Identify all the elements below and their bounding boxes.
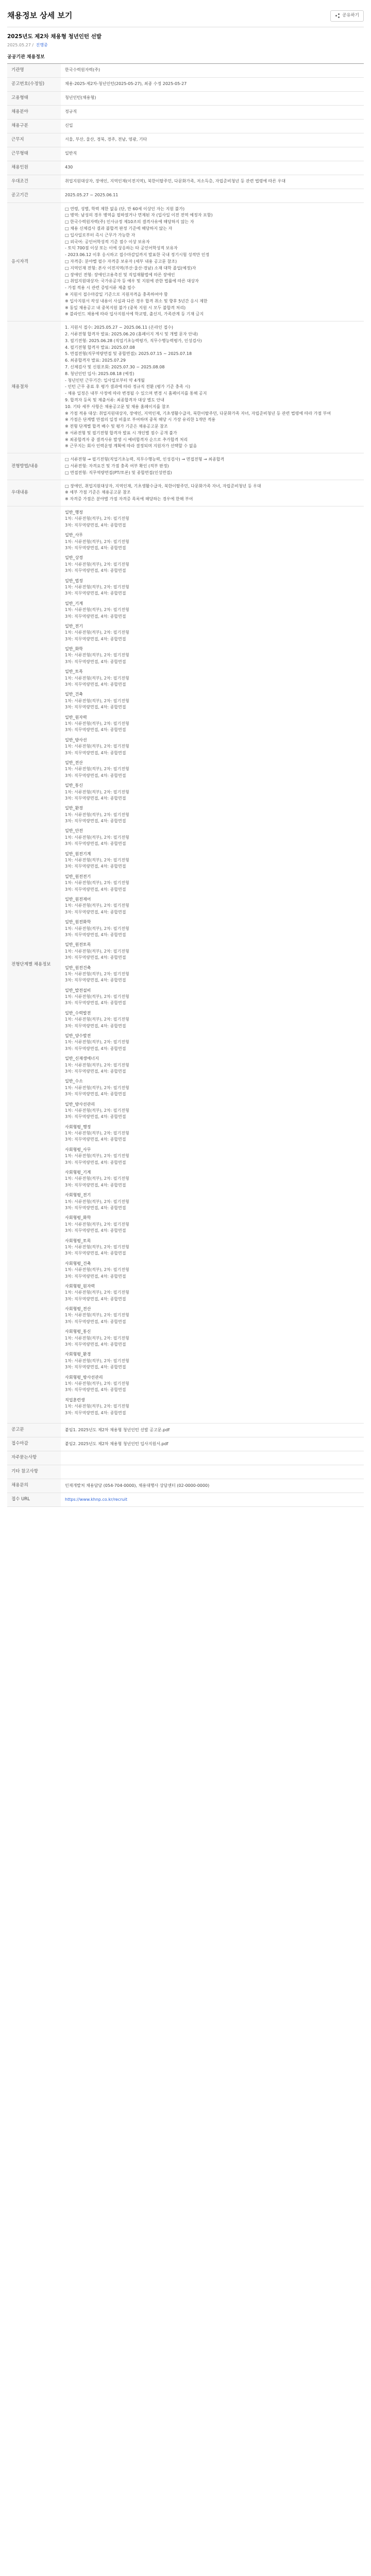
field-item bbox=[65, 601, 360, 620]
field-desc: 3차: 직무역량면접, 4차: 종합면접 bbox=[65, 1342, 126, 1347]
field-desc: 3차: 직무역량면접, 4차: 종합면접 bbox=[65, 841, 126, 846]
field-desc: 3차: 직무역량면접, 4차: 종합면접 bbox=[65, 1069, 126, 1074]
text-line: 10. 기타 세부 사항은 채용공고문 및 채용 홈페이지를 참조 bbox=[65, 404, 170, 409]
field-name: 일반_전기 bbox=[65, 623, 83, 629]
field-desc: 3차: 직무역량면접, 4차: 종합면접 bbox=[65, 750, 126, 755]
field-desc: 3차: 직무역량면접, 4차: 종합면접 bbox=[65, 1387, 126, 1393]
row-label: 기타 참고사항 bbox=[7, 1465, 61, 1479]
field-item bbox=[65, 715, 360, 734]
field-name: 일반_방사선 bbox=[65, 737, 87, 742]
row-label: 고용형태 bbox=[7, 91, 61, 105]
field-desc: 3차: 직무역량면접, 4차: 종합면접 bbox=[65, 955, 126, 960]
field-item bbox=[65, 1010, 360, 1029]
field-item bbox=[65, 691, 360, 710]
info-row bbox=[7, 1465, 364, 1479]
field-name: 일반_원전제어 bbox=[65, 896, 91, 902]
field-desc: 3차: 직무역량면접, 4차: 종합면접 bbox=[65, 909, 126, 914]
text-line: ※ 서류전형 및 필기전형 합격자 발표 시 개인별 점수 공개 불가 bbox=[65, 430, 177, 435]
text-line: □ 연령, 성별, 학력 제한 없음 (단, 만 60세 이상인 자는 지원 불가) bbox=[65, 206, 185, 211]
field-name: 사회형평_건축 bbox=[65, 1261, 91, 1266]
field-name: 일반_기계 bbox=[65, 601, 83, 606]
text-line: ※ 지원서 접수마감일 기준으로 지원자격을 충족하여야 함 bbox=[65, 292, 168, 297]
field-name: 일반_수력발전 bbox=[65, 1010, 91, 1015]
field-desc: 1차: 서류전형(적부), 2차: 필기전형 bbox=[65, 516, 129, 521]
text-line: 4. 필기전형 합격자 발표: 2025.07.08 bbox=[65, 345, 135, 350]
attachment-link[interactable]: 붙임2. 2025년도 제2차 채용형 청년인턴 입사지원서.pdf bbox=[65, 1441, 168, 1446]
field-desc: 1차: 서류전형(적부), 2차: 필기전형 bbox=[65, 1313, 129, 1318]
text-line: ※ 근무지는 회사 인력운영 계획에 따라 결정되며 지원자가 선택할 수 없음 bbox=[65, 444, 197, 449]
field-name: 일반_환경 bbox=[65, 806, 83, 811]
field-desc: 3차: 직무역량면접, 4차: 종합면접 bbox=[65, 614, 126, 619]
field-desc: 1차: 서류전형(적부), 2차: 필기전형 bbox=[65, 1062, 129, 1067]
text-line: - 2023.06.12 이후 응시하고 접수마감일까지 발표한 국내 정기시험 성적만 인정 bbox=[65, 252, 210, 258]
field-item bbox=[65, 828, 360, 847]
text-line: □ 한국수력원자력(주) 인사규정 제10조의 결격사유에 해당하지 않는 자 bbox=[65, 219, 194, 225]
text-line: 7. 신체검사 및 신원조회: 2025.07.30 ~ 2025.08.08 bbox=[65, 364, 165, 369]
row-label: 채용절차 bbox=[7, 321, 61, 453]
text-line: ※ 전형 단계별 합격 배수 및 평가 기준은 채용공고문 참조 bbox=[65, 424, 168, 429]
row-value: 채용-2025-제2차-청년인턴(2025-05-27), 최종 수정 2025-05-27 bbox=[61, 77, 364, 91]
text-line: □ 지역인재 전형: 본사 이전지역(부산·울산·경남) 소재 대학 졸업(예정)자 bbox=[65, 265, 196, 270]
field-name: 일반_원자력 bbox=[65, 715, 87, 720]
field-item bbox=[65, 623, 360, 642]
field-desc: 3차: 직무역량면접, 4차: 종합면접 bbox=[65, 1001, 126, 1006]
section-title: 공공기관 채용정보 bbox=[7, 54, 45, 60]
row-value: 한국수력원자력(주) bbox=[61, 63, 364, 77]
info-row bbox=[7, 453, 364, 480]
field-desc: 1차: 서류전형(적부), 2차: 필기전형 bbox=[65, 1244, 129, 1249]
field-desc: 3차: 직무역량면접, 4차: 종합면접 bbox=[65, 522, 126, 528]
field-item bbox=[65, 669, 360, 688]
post-date: 2025.05.27 bbox=[7, 43, 31, 48]
row-value: 인재개발처 채용담당 (054-704-0000), 채용대행사 상담센터 (02-0000-0000) bbox=[61, 1479, 364, 1493]
field-item bbox=[65, 942, 360, 961]
field-item bbox=[65, 532, 360, 551]
row-label: 공고문 bbox=[7, 1423, 61, 1437]
text-line: □ 면접전형: 직무역량면접(PT/토론) 및 종합면접(인성면접) bbox=[65, 470, 172, 475]
field-item bbox=[65, 1375, 360, 1394]
field-name: 일반_화학 bbox=[65, 647, 83, 652]
row-label: 공고기간 bbox=[7, 189, 61, 202]
field-name: 사회형평_토목 bbox=[65, 1238, 91, 1243]
info-row bbox=[7, 119, 364, 133]
text-line: 8. 청년인턴 입사: 2025.08.18 (예정) bbox=[65, 371, 134, 376]
row-value bbox=[61, 1423, 364, 1437]
field-item bbox=[65, 1170, 360, 1189]
text-line: 3. 필기전형: 2025.06.28 (직업기초능력평가, 직무수행능력평가, 인성검사) bbox=[65, 338, 202, 343]
field-desc: 3차: 직무역량면접, 4차: 종합면접 bbox=[65, 1092, 126, 1097]
info-row-qualification bbox=[7, 202, 364, 321]
row-value bbox=[61, 202, 364, 321]
info-row bbox=[7, 77, 364, 91]
field-desc: 3차: 직무역량면접, 4차: 종합면접 bbox=[65, 1137, 126, 1142]
field-name: 일반_수소 bbox=[65, 1079, 83, 1084]
field-name: 사회형평_기계 bbox=[65, 1170, 91, 1175]
text-line: ※ 최종합격자 중 결격사유 발생 시 예비합격자 순으로 추가합격 처리 bbox=[65, 437, 188, 442]
text-line: - 채용 일정은 내부 사정에 따라 변경될 수 있으며 변경 시 홈페이지를 통해 공지 bbox=[65, 391, 207, 396]
field-desc: 1차: 서류전형(적부), 2차: 필기전형 bbox=[65, 1131, 129, 1136]
field-desc: 1차: 서류전형(적부), 2차: 필기전형 bbox=[65, 1040, 129, 1045]
field-desc: 1차: 서류전형(적부), 2차: 필기전형 bbox=[65, 1154, 129, 1159]
row-value: 서울, 부산, 울산, 경북, 경주, 전남, 영광, 기타 bbox=[61, 133, 364, 147]
text-line: □ 서류전형: 자격요건 및 가점 충족 여부 확인 (적부 판정) bbox=[65, 464, 169, 469]
share-icon bbox=[335, 13, 340, 18]
field-name: 일반_안전 bbox=[65, 828, 83, 834]
field-desc: 1차: 서류전형(적부), 2차: 필기전형 bbox=[65, 562, 129, 567]
field-item bbox=[65, 1283, 360, 1302]
field-desc: 3차: 직무역량면접, 4차: 종합면접 bbox=[65, 1365, 126, 1370]
field-item bbox=[65, 896, 360, 916]
field-desc: 1차: 서류전형(적부), 2차: 필기전형 bbox=[65, 789, 129, 794]
field-desc: 1차: 서류전형(적부), 2차: 필기전형 bbox=[65, 880, 129, 886]
field-desc: 3차: 직무역량면접, 4차: 종합면접 bbox=[65, 1274, 126, 1279]
row-label: 접수 URL bbox=[7, 1493, 61, 1506]
field-desc: 3차: 직무역량면접, 4차: 종합면접 bbox=[65, 1182, 126, 1188]
field-desc: 3차: 직무역량면접, 4차: 종합면접 bbox=[65, 682, 126, 687]
info-row-process bbox=[7, 321, 364, 453]
field-item bbox=[65, 805, 360, 824]
share-button[interactable] bbox=[330, 10, 364, 21]
info-row bbox=[7, 161, 364, 175]
row-value: 정규직 bbox=[61, 105, 364, 119]
field-item bbox=[65, 783, 360, 802]
field-desc: 3차: 직무역량면접, 4차: 종합면접 bbox=[65, 727, 126, 733]
field-desc: 1차: 서류전형(적부), 2차: 필기전형 bbox=[65, 744, 129, 749]
field-desc: 3차: 직무역량면접, 4차: 종합면접 bbox=[65, 1319, 126, 1324]
field-desc: 1차: 서류전형(적부), 2차: 필기전형 bbox=[65, 1335, 129, 1341]
row-value bbox=[61, 1493, 364, 1506]
field-desc: 1차: 서류전형(적부), 2차: 필기전형 bbox=[65, 1017, 129, 1022]
field-item bbox=[65, 874, 360, 893]
info-row bbox=[7, 63, 364, 77]
field-name: 일반_행정 bbox=[65, 510, 83, 515]
field-name: 사회형평_환경 bbox=[65, 1352, 91, 1357]
field-item bbox=[65, 1078, 360, 1097]
field-item bbox=[65, 1261, 360, 1280]
text-line: □ 채용 신체검사 결과 불합격 판정 기준에 해당하지 않는 자 bbox=[65, 226, 173, 231]
field-name: 사회형평_행정 bbox=[65, 1124, 91, 1129]
process-notes bbox=[65, 411, 360, 450]
row-label: 채용분야 bbox=[7, 105, 61, 119]
row-value bbox=[61, 453, 364, 480]
text-line: - 인턴 근무 종료 후 평가 결과에 따라 정규직 전환 (평가 기준 충족 시) bbox=[65, 384, 191, 389]
field-item bbox=[65, 737, 360, 756]
info-row bbox=[7, 147, 364, 161]
field-desc: 3차: 직무역량면접, 4차: 종합면접 bbox=[65, 864, 126, 869]
row-lines bbox=[65, 483, 360, 503]
row-label: 근무형태 bbox=[7, 147, 61, 161]
field-desc: 1차: 서류전형(적부), 2차: 필기전형 bbox=[65, 1222, 129, 1227]
field-desc: 1차: 서류전형(적부), 2차: 필기전형 bbox=[65, 1381, 129, 1386]
row-value bbox=[61, 321, 364, 453]
field-desc: 1차: 서류전형(적부), 2차: 필기전형 bbox=[65, 948, 129, 954]
field-desc: 3차: 직무역량면접, 4차: 종합면접 bbox=[65, 1114, 126, 1120]
field-name: 일반_양수발전 bbox=[65, 1033, 91, 1039]
info-row-fields bbox=[7, 506, 364, 1423]
row-label: 접수마감 bbox=[7, 1437, 61, 1451]
post-meta: 2025.05.27 / 진행중 bbox=[7, 43, 48, 48]
field-name: 일반_건축 bbox=[65, 692, 83, 697]
field-desc: 3차: 직무역량면접, 4차: 종합면접 bbox=[65, 1206, 126, 1210]
row-value bbox=[61, 1451, 364, 1465]
field-name: 사회형평_전기 bbox=[65, 1193, 91, 1198]
row-label: 우대조건 bbox=[7, 175, 61, 189]
field-desc: 1차: 서류전형(적부), 2차: 필기전형 bbox=[65, 1358, 129, 1363]
text-line: ※ 가점 적용 대상: 취업지원대상자, 장애인, 지역인재, 기초생활수급자, 북한이탈주민, 다문화가족 자녀, 자립준비청년 등 관련 법령에 따라 가점 부여 bbox=[65, 411, 331, 416]
field-item bbox=[65, 1056, 360, 1075]
field-desc: 1차: 서류전형(적부), 2차: 필기전형 bbox=[65, 1176, 129, 1181]
field-item bbox=[65, 1101, 360, 1121]
row-value: 청년인턴(채용형) bbox=[61, 91, 364, 105]
row-label: 전형단계별 채용정보 bbox=[7, 506, 61, 1423]
row-label: 기관명 bbox=[7, 63, 61, 77]
info-row bbox=[7, 1437, 364, 1451]
row-value bbox=[61, 506, 364, 1423]
row-label: 공고번호(수정일) bbox=[7, 77, 61, 91]
text-line: □ 장애인 전형: 장애인고용촉진 및 직업재활법에 따른 장애인 bbox=[65, 272, 175, 277]
field-item bbox=[65, 1215, 360, 1234]
page-title: 채용정보 상세 보기 bbox=[7, 11, 73, 21]
row-value bbox=[61, 1465, 364, 1479]
text-line: □ 병역: 남성의 경우 병역을 필하였거나 면제된 자 (입사일 이전 전역 예정자 포함) bbox=[65, 213, 213, 218]
info-row bbox=[7, 1423, 364, 1437]
field-desc: 3차: 직무역량면접, 4차: 종합면접 bbox=[65, 1023, 126, 1028]
row-value: 일반직 bbox=[61, 147, 364, 161]
info-row bbox=[7, 480, 364, 506]
text-line: □ 자격증: 분야별 필수 자격증 보유자 (세부 내용 공고문 참조) bbox=[65, 259, 177, 264]
process-lines bbox=[65, 325, 360, 410]
row-value: 2025.05.27 ~ 2025.06.11 bbox=[61, 189, 364, 202]
field-desc: 1차: 서류전형(적부), 2차: 필기전형 bbox=[65, 630, 129, 635]
text-line: 9. 합격자 등록 및 제출서류: 최종합격자 대상 별도 안내 bbox=[65, 397, 164, 402]
text-line: □ 입사일로부터 즉시 근무가 가능한 자 bbox=[65, 232, 136, 238]
row-label: 응시자격 bbox=[7, 202, 61, 321]
field-desc: 3차: 직무역량면접, 4차: 종합면접 bbox=[65, 932, 126, 937]
field-desc: 1차: 서류전형(적부), 2차: 필기전형 bbox=[65, 721, 129, 726]
field-name: 사회형평_사무 bbox=[65, 1147, 91, 1152]
field-item bbox=[65, 646, 360, 665]
text-line: □ 외국어: 공인어학성적 기준 점수 이상 보유자 bbox=[65, 239, 150, 244]
row-label: 채용구분 bbox=[7, 119, 61, 133]
qualification-lines bbox=[65, 206, 360, 292]
text-line: 6. 최종합격자 발표: 2025.07.29 bbox=[65, 358, 126, 363]
text-line: □ 서류전형 → 필기전형(직업기초능력, 직무수행능력, 인성검사) → 면접전형 → 최종합격 bbox=[65, 457, 225, 462]
field-name: 일반_발전설비 bbox=[65, 988, 91, 993]
row-label: 전형방법/내용 bbox=[7, 453, 61, 480]
field-name: 일반_방사선관리 bbox=[65, 1101, 95, 1107]
share-button-label: 공유하기 bbox=[342, 13, 359, 19]
text-line: ※ 입사지원서 작성 내용이 사실과 다른 경우 합격 취소 및 향후 5년간 응시 제한 bbox=[65, 298, 208, 303]
field-desc: 1차: 서류전형(적부), 2차: 필기전형 bbox=[65, 607, 129, 613]
field-name: 일반_원전토목 bbox=[65, 942, 91, 947]
field-desc: 3차: 직무역량면접, 4차: 종합면접 bbox=[65, 591, 126, 596]
field-item bbox=[65, 1192, 360, 1211]
row-label: 우대내용 bbox=[7, 480, 61, 506]
field-name: 일반_전산 bbox=[65, 760, 83, 765]
field-name: 직업훈련생 bbox=[65, 1397, 85, 1402]
text-line: ※ 세부 가점 기준은 채용공고문 참조 bbox=[65, 490, 131, 495]
text-line: ※ 가점은 단계별 만점의 일정 비율로 부여하며 중복 해당 시 가장 유리한 1개만 적용 bbox=[65, 417, 216, 422]
field-item bbox=[65, 760, 360, 779]
row-label: 채용문의 bbox=[7, 1479, 61, 1493]
field-desc: 1차: 서류전형(적부), 2차: 필기전형 bbox=[65, 1108, 129, 1113]
field-desc: 1차: 서류전형(적부), 2차: 필기전형 bbox=[65, 1290, 129, 1295]
info-row bbox=[7, 133, 364, 147]
info-row bbox=[7, 1493, 364, 1506]
status-badge: 진행중 bbox=[36, 43, 48, 48]
row-label: 근무지 bbox=[7, 133, 61, 147]
field-name: 일반_토목 bbox=[65, 669, 83, 674]
field-item bbox=[65, 578, 360, 597]
field-desc: 1차: 서류전형(적부), 2차: 필기전형 bbox=[65, 812, 129, 817]
apply-url-link[interactable]: https://www.khnp.co.kr/recruit bbox=[65, 1497, 127, 1502]
text-line: ※ 동일 채용공고 내 중복지원 불가 (중복 지원 시 모두 불합격 처리) bbox=[65, 305, 186, 310]
info-table bbox=[7, 63, 364, 1507]
field-desc: 1차: 서류전형(적부), 2차: 필기전형 bbox=[65, 539, 129, 544]
field-item bbox=[65, 919, 360, 938]
field-desc: 1차: 서류전형(적부), 2차: 필기전형 bbox=[65, 858, 129, 863]
text-line: □ 장애인, 취업지원대상자, 지역인재, 기초생활수급자, 북한이탈주민, 다문화가족 자녀, 자립준비청년 등 우대 bbox=[65, 483, 261, 488]
field-desc: 1차: 서류전형(적부), 2차: 필기전형 bbox=[65, 1199, 129, 1204]
field-name: 사회형평_통신 bbox=[65, 1329, 91, 1334]
field-desc: 1차: 서류전형(적부), 2차: 필기전형 bbox=[65, 994, 129, 999]
field-desc: 1차: 서류전형(적부), 2차: 필기전형 bbox=[65, 1267, 129, 1273]
field-desc: 3차: 직무역량면접, 4차: 종합면접 bbox=[65, 978, 126, 983]
field-name: 사회형평_전산 bbox=[65, 1307, 91, 1312]
row-value: 430 bbox=[61, 161, 364, 175]
post-title: 2025년도 제2차 채용형 청년인턴 선발 bbox=[7, 33, 102, 40]
field-desc: 1차: 서류전형(적부), 2차: 필기전형 bbox=[65, 675, 129, 681]
info-row bbox=[7, 105, 364, 119]
field-item bbox=[65, 1306, 360, 1325]
field-desc: 3차: 직무역량면접, 4차: 종합면접 bbox=[65, 1160, 126, 1165]
field-item bbox=[65, 988, 360, 1007]
field-name: 일반_사무 bbox=[65, 533, 83, 538]
field-desc: 1차: 서류전형(적부), 2차: 필기전형 bbox=[65, 971, 129, 976]
field-item bbox=[65, 965, 360, 984]
info-row bbox=[7, 189, 364, 202]
text-line: ※ 블라인드 채용에 따라 입사지원서에 학교명, 출신지, 가족관계 등 기재 금지 bbox=[65, 312, 204, 317]
field-name: 일반_통신 bbox=[65, 783, 83, 788]
top-bar bbox=[7, 7, 364, 25]
field-name: 일반_원전전기 bbox=[65, 874, 91, 879]
field-desc: 3차: 직무역량면접, 4차: 종합면접 bbox=[65, 1046, 126, 1051]
field-item bbox=[65, 1124, 360, 1143]
field-desc: 1차: 서류전형(적부), 2차: 필기전형 bbox=[65, 653, 129, 658]
field-item bbox=[65, 1397, 360, 1416]
field-name: 일반_법정 bbox=[65, 578, 83, 583]
qualification-notes bbox=[65, 292, 360, 318]
field-name: 사회형평_화학 bbox=[65, 1215, 91, 1221]
field-item bbox=[65, 1351, 360, 1370]
field-desc: 3차: 직무역량면접, 4차: 종합면접 bbox=[65, 659, 126, 664]
field-desc: 1차: 서류전형(적부), 2차: 필기전형 bbox=[65, 698, 129, 703]
field-name: 일반_원전기계 bbox=[65, 851, 91, 856]
field-desc: 3차: 직무역량면접, 4차: 종합면접 bbox=[65, 795, 126, 801]
row-value: 취업지원대상자, 장애인, 지역인재(이전지역), 북한이탈주민, 다문화가족, 저소득층, 자립준비청년 등 관련 법령에 따른 우대 bbox=[61, 175, 364, 189]
field-name: 일반_원전건축 bbox=[65, 965, 91, 970]
row-value bbox=[61, 480, 364, 506]
field-desc: 3차: 직무역량면접, 4차: 종합면접 bbox=[65, 773, 126, 778]
text-line: □ 취업지원대상자: 국가유공자 등 예우 및 지원에 관한 법률에 따른 대상자 bbox=[65, 279, 199, 284]
info-row bbox=[7, 175, 364, 189]
field-name: 사회형평_원자력 bbox=[65, 1283, 95, 1289]
field-name: 일반_신재생에너지 bbox=[65, 1056, 99, 1061]
field-desc: 3차: 직무역량면접, 4차: 종합면접 bbox=[65, 819, 126, 824]
field-item bbox=[65, 1329, 360, 1348]
row-lines bbox=[65, 456, 360, 476]
field-desc: 1차: 서류전형(적부), 2차: 필기전형 bbox=[65, 903, 129, 908]
field-item bbox=[65, 510, 360, 529]
attachment-link[interactable]: 붙임1. 2025년도 제2차 채용형 청년인턴 선발 공고문.pdf bbox=[65, 1427, 170, 1432]
field-desc: 3차: 직무역량면접, 4차: 종합면접 bbox=[65, 1410, 126, 1415]
field-item bbox=[65, 1033, 360, 1052]
field-desc: 3차: 직무역량면접, 4차: 종합면접 bbox=[65, 1296, 126, 1301]
field-desc: 1차: 서류전형(적부), 2차: 필기전형 bbox=[65, 584, 129, 589]
field-item bbox=[65, 1147, 360, 1166]
info-row bbox=[7, 1479, 364, 1493]
field-name: 사회형평_방사선관리 bbox=[65, 1375, 103, 1380]
field-desc: 3차: 직무역량면접, 4차: 종합면접 bbox=[65, 887, 126, 892]
field-desc: 3차: 직무역량면접, 4차: 종합면접 bbox=[65, 546, 126, 551]
field-item bbox=[65, 1238, 360, 1257]
info-row bbox=[7, 1451, 364, 1465]
field-desc: 1차: 서류전형(적부), 2차: 필기전형 bbox=[65, 835, 129, 840]
text-line: 5. 면접전형(직무역량면접 및 종합면접): 2025.07.15 ~ 2025.07.18 bbox=[65, 351, 192, 357]
row-value: 신입 bbox=[61, 119, 364, 133]
field-desc: 1차: 서류전형(적부), 2차: 필기전형 bbox=[65, 1404, 129, 1409]
text-line: 2. 서류전형 합격자 발표: 2025.06.20 (홈페이지 게시 및 개별 문자 안내) bbox=[65, 331, 198, 336]
row-label: 채용인원 bbox=[7, 161, 61, 175]
field-desc: 1차: 서류전형(적부), 2차: 필기전형 bbox=[65, 926, 129, 931]
field-item bbox=[65, 555, 360, 574]
field-desc: 3차: 직무역량면접, 4차: 종합면접 bbox=[65, 1228, 126, 1233]
field-desc: 1차: 서류전형(적부), 2차: 필기전형 bbox=[65, 1085, 129, 1090]
field-desc: 1차: 서류전형(적부), 2차: 필기전형 bbox=[65, 767, 129, 772]
field-desc: 3차: 직무역량면접, 4차: 종합면접 bbox=[65, 1251, 126, 1256]
row-value bbox=[61, 1437, 364, 1451]
info-row bbox=[7, 91, 364, 105]
field-item bbox=[65, 851, 360, 870]
field-desc: 3차: 직무역량면접, 4차: 종합면접 bbox=[65, 705, 126, 710]
field-desc: 3차: 직무역량면접, 4차: 종합면접 bbox=[65, 568, 126, 573]
field-name: 일반_상경 bbox=[65, 555, 83, 561]
text-line: 1. 지원서 접수: 2025.05.27 ~ 2025.06.11 (온라인 접수) bbox=[65, 325, 173, 330]
text-line: ※ 자격증 가점은 분야별 가점 자격증 목록에 해당하는 경우에 한해 부여 bbox=[65, 497, 193, 502]
text-line: - 토익 700점 이상 또는 이에 상응하는 타 공인어학성적 보유자 bbox=[65, 246, 178, 251]
field-desc: 3차: 직무역량면접, 4차: 종합면접 bbox=[65, 636, 126, 641]
field-name: 일반_원전화학 bbox=[65, 920, 91, 925]
row-label: 자주묻는사항 bbox=[7, 1451, 61, 1465]
text-line: - 가점 적용 시 관련 증빙서류 제출 필수 bbox=[65, 285, 136, 291]
text-line: - 청년인턴 근무기간: 입사일로부터 약 4개월 bbox=[65, 378, 145, 383]
